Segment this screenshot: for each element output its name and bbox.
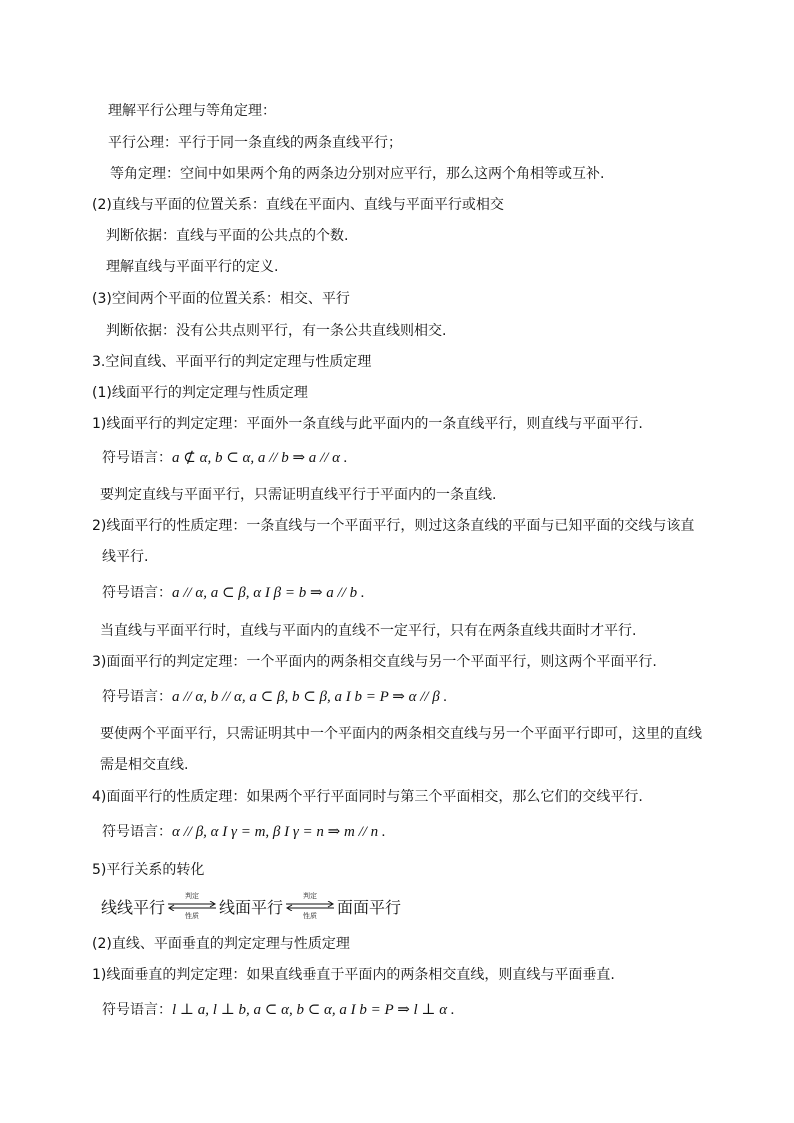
text-line: 5)平行关系的转化 [92,862,205,878]
arrow-label-bottom: 性质 [185,912,200,920]
subsection-heading: (1)线面平行的判定定理与性质定理 [92,385,308,401]
symbol-prefix: 符号语言： [102,689,172,705]
theorem-line: 2)线面平行的性质定理：一条直线与一个平面平行，则过这条直线的平面与已知平面的交线与该直 [92,518,695,534]
arrow-label-top: 判定 [185,892,200,900]
text-line: 要使两个平面平行，只需证明其中一个平面内的两条相交直线与另一个平面平行即可，这里的直线 [100,726,702,742]
text-line: 等角定理：空间中如果两个角的两条边分别对应平行，那么这两个角相等或互补. [110,166,605,182]
formula: α // β, α I γ = m, β I γ = n ⇒ m // n . [172,824,386,840]
symbol-line [102,584,365,602]
text-line: 线平行. [102,549,149,565]
text-line: 平行公理：平行于同一条直线的两条直线平行； [108,135,402,151]
chain-item: 线面平行 [219,897,284,917]
formula: a // α, a ⊂ β, α I β = b ⇒ a // b . [172,585,365,601]
theorem-line: 3)面面平行的判定定理：一个平面内的两条相交直线与另一个平面平行，则这两个平面平行. [92,654,657,670]
text-line: (2)直线与平面的位置关系：直线在平面内、直线与平面平行或相交 [92,197,504,213]
text-line: 要判定直线与平面平行，只需证明直线平行于平面内的一条直线. [100,487,497,503]
symbol-prefix: 符号语言： [102,824,172,840]
theorem-line: 1)线面垂直的判定定理：如果直线垂直于平面内的两条相交直线，则直线与平面垂直. [92,967,615,983]
double-arrow [284,892,336,920]
text-line: 理解直线与平面平行的定义. [106,259,279,275]
double-arrow-icon [166,901,218,911]
symbol-prefix: 符号语言： [102,450,172,466]
text-line: (3)空间两个平面的位置关系：相交、平行 [92,291,350,307]
arrow-label-top: 判定 [303,892,318,900]
symbol-line [102,688,447,706]
symbol-prefix: 符号语言： [102,585,172,601]
chain-item: 线线平行 [101,897,166,917]
arrow-label-bottom: 性质 [303,912,318,920]
symbol-line [102,823,386,841]
formula: a ⊄ α, b ⊂ α, a // b ⇒ a // α . [172,450,348,466]
text-line: 当直线与平面平行时，直线与平面内的直线不一定平行，只有在两条直线共面时才平行. [100,623,637,639]
symbol-prefix: 符号语言： [102,1002,172,1018]
formula: a // α, b // α, a ⊂ β, b ⊂ β, a I b = P ⇒ α // β . [172,689,448,705]
chain-item: 面面平行 [337,897,402,917]
text-line: 需是相交直线. [100,757,189,773]
double-arrow [166,892,218,920]
parallel-conversion-chain [101,892,401,920]
text-line: 判断依据：没有公共点则平行，有一条公共直线则相交. [106,323,447,339]
text-line: 判断依据：直线与平面的公共点的个数. [106,228,349,244]
double-arrow-icon [284,901,336,911]
theorem-line: 1)线面平行的判定定理：平面外一条直线与此平面内的一条直线平行，则直线与平面平行. [92,416,643,432]
section-heading: 3.空间直线、平面平行的判定定理与性质定理 [92,354,372,370]
formula: l ⊥ a, l ⊥ b, a ⊂ α, b ⊂ α, a I b = P ⇒ l ⊥ α . [172,1002,455,1018]
subsection-heading: (2)直线、平面垂直的判定定理与性质定理 [92,936,350,952]
symbol-line [102,449,348,467]
symbol-line [102,1001,455,1019]
theorem-line: 4)面面平行的性质定理：如果两个平行平面同时与第三个平面相交，那么它们的交线平行. [92,789,643,805]
text-line: 理解平行公理与等角定理： [108,103,276,119]
